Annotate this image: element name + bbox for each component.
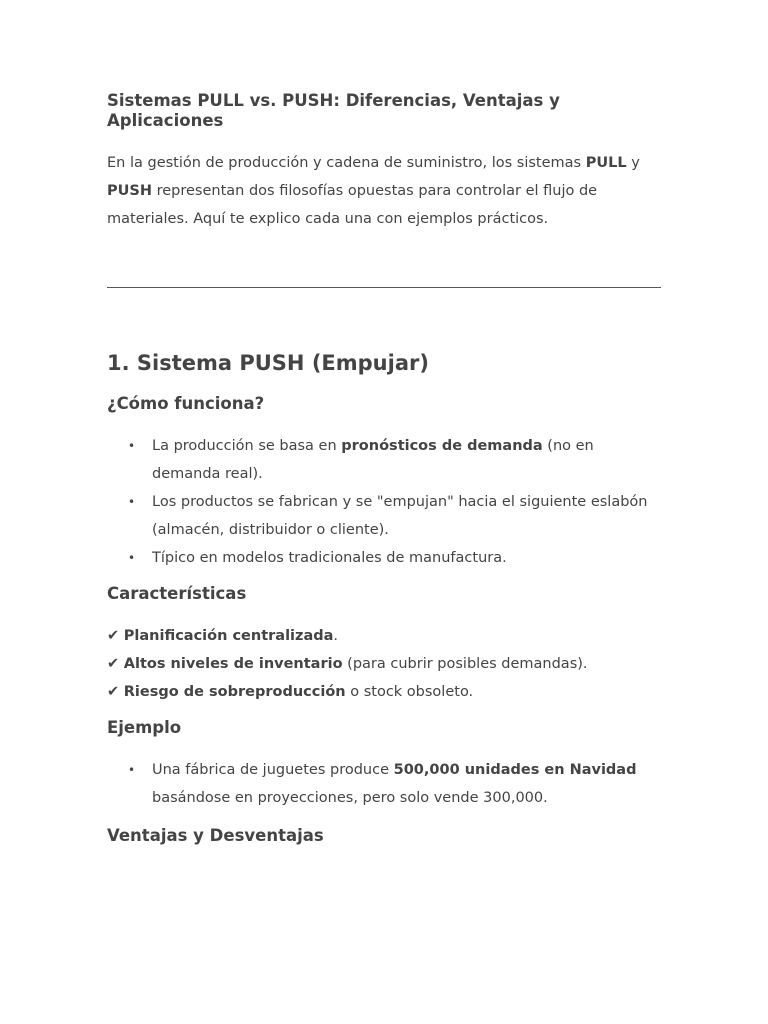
check-item: ✔ Altos niveles de inventario (para cubrir posibles demandas). (107, 656, 588, 672)
check-item: ✔ Riesgo de sobreproducción o stock obsoleto. (107, 684, 474, 700)
intro-text: En la gestión de producción y cadena de suministro, los sistemas (107, 155, 586, 171)
bullet-icon: • (128, 439, 136, 453)
list-item: • Una fábrica de juguetes produce 500,000 unidades en Navidad basándose en proyecciones, pero solo vende 300,000. (107, 756, 661, 812)
intro-text: y (626, 155, 640, 171)
subheading-como-funciona: ¿Cómo funciona? (107, 394, 265, 413)
horizontal-divider (107, 287, 661, 288)
intro-bold-push: PUSH (107, 183, 152, 199)
subheading-ventajas-desventajas: Ventajas y Desventajas (107, 826, 324, 845)
bullet-icon: • (128, 495, 136, 509)
list-item: • Los productos se fabrican y se "empujan" hacia el siguiente eslabón (almacén, distribuidor o cliente). (107, 488, 661, 544)
check-item: ✔ Planificación centralizada. (107, 628, 339, 644)
section-heading-push: 1. Sistema PUSH (Empujar) (107, 351, 429, 375)
list-item: • Típico en modelos tradicionales de manufactura. (107, 544, 661, 572)
checkmark-icon: ✔ (107, 684, 120, 700)
subheading-caracteristicas: Características (107, 584, 247, 603)
bullet-icon: • (128, 551, 136, 565)
caracteristicas-list (107, 622, 661, 706)
checkmark-icon: ✔ (107, 628, 120, 644)
intro-paragraph (107, 149, 661, 233)
subheading-ejemplo: Ejemplo (107, 718, 182, 737)
list-item: • La producción se basa en pronósticos de demanda (no en demanda real). (107, 432, 661, 488)
intro-bold-pull: PULL (585, 155, 627, 171)
intro-text: representan dos filosofías opuestas para controlar el flujo de materiales. Aquí te explico cada una con ejemplos prácticos. (107, 183, 598, 227)
document-title: Sistemas PULL vs. PUSH: Diferencias, Ventajas y Aplicaciones (107, 91, 560, 130)
bullet-icon: • (128, 763, 136, 777)
como-funciona-list (107, 432, 661, 572)
checkmark-icon: ✔ (107, 656, 120, 672)
ejemplo-list (107, 756, 661, 812)
